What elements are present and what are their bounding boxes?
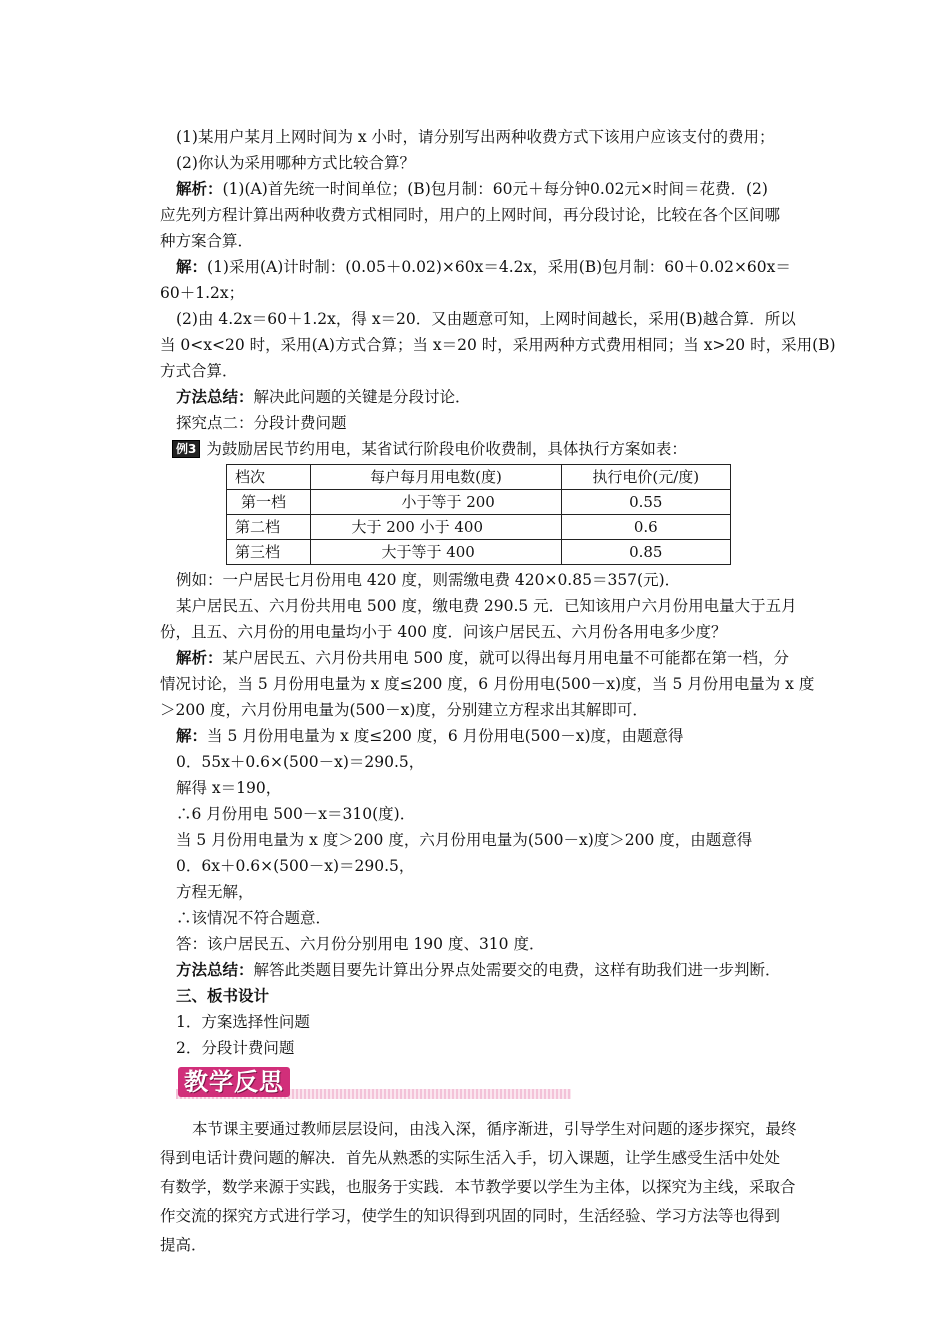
problem-line-1: 某户居民五、六月份共用电 500 度，缴电费 290.5 元．已知该用户六月份用电量大于五月 (176, 597, 797, 615)
solution-1-line-1: 解：(1)采用(A)计时制：(0.05＋0.02)×60x＝4.2x，采用(B)包月制：60＋0.02×60x＝ (176, 258, 791, 276)
method-summary-label: 方法总结： (176, 388, 254, 406)
analysis-label: 解析： (176, 180, 223, 198)
solution-1-line-3: (2)由 4.2x＝60＋1.2x，得 x＝20．又由题意可知，上网时间越长，采用(B)越合算．所以 (176, 310, 796, 328)
solution-1-line-5: 方式合算． (160, 362, 238, 380)
example-note: 例如：一户居民七月份用电 420 度，则需缴电费 420×0.85＝357(元)． (176, 571, 681, 589)
example-3-intro: 例3 为鼓励居民节约用电，某省试行阶段电价收费制，具体执行方案如表： (172, 436, 816, 462)
explore-point-2: 探究点二：分段计费问题 (176, 414, 347, 432)
method-summary-label: 方法总结： (176, 961, 254, 979)
table-cell: 大于等于 400 (311, 540, 561, 565)
analysis-label: 解析： (176, 649, 223, 667)
example-tag: 例3 (172, 440, 200, 458)
analysis-1-line-1: 解析：(1)(A)首先统一时间单位；(B)包月制：60元＋每分钟0.02元×时间＝花费．(2) (176, 180, 768, 198)
table-cell: 小于等于 200 (311, 490, 561, 515)
table-header: 执行电价(元/度) (561, 465, 730, 490)
solution-1-line-4: 当 0<x<20 时，采用(A)方式合算；当 x＝20 时，采用两种方式费用相同；当 x>20 时，采用(B) (160, 336, 836, 354)
table-header: 每户每月用电数(度) (311, 465, 561, 490)
document-body (160, 124, 836, 1260)
reflection-line-4: 作交流的探究方式进行学习，使学生的知识得到巩固的同时，生活经验、学习方法等也得到 (160, 1207, 781, 1225)
board-design-title: 三、板书设计 (176, 987, 270, 1005)
reflection-line-1: 本节课主要通过教师层层设问，由浅入深，循序渐进，引导学生对问题的逐步探究，最终 (192, 1120, 797, 1138)
method-summary-1: 方法总结：解决此问题的关键是分段讨论． (176, 388, 471, 406)
solution-2-line-9: 答：该户居民五、六月份分别用电 190 度、310 度． (176, 935, 545, 953)
question-1: (1)某用户某月上网时间为 x 小时，请分别写出两种收费方式下该用户应该支付的费用； (176, 128, 775, 146)
table-row (227, 490, 731, 515)
problem-line-2: 份，且五、六月份的用电量均小于 400 度．问该户居民五、六月份各用电多少度？ (160, 623, 727, 641)
solution-2-line-2: 0．55x＋0.6×(500－x)＝290.5， (176, 753, 425, 771)
analysis-2-line-2: 情况讨论，当 5 月份用电量为 x 度≤200 度，6 月份用电(500－x)度，当 5 月份用电量为 x 度 (160, 675, 815, 693)
solution-2-line-7: 方程无解， (176, 883, 254, 901)
analysis-1-line-3: 种方案合算． (160, 232, 254, 250)
analysis-2-line-1: 解析：某户居民五、六月份共用电 500 度，就可以得出每月用电量不可能都在第一档，分 (176, 649, 789, 667)
solution-2-line-6: 0．6x＋0.6×(500－x)＝290.5， (176, 857, 415, 875)
solution-2-line-8: ∴该情况不符合题意． (176, 909, 332, 927)
teaching-reflection-banner (176, 1067, 571, 1101)
method-summary-2: 方法总结：解答此类题目要先计算出分界点处需要交的电费，这样有助我们进一步判断． (176, 961, 781, 979)
table-header: 档次 (227, 465, 311, 490)
table-cell: 0.6 (561, 515, 730, 540)
analysis-2-line-3: ＞200 度，六月份用电量为(500－x)度，分别建立方程求出其解即可． (160, 701, 648, 719)
board-item-1: 1．方案选择性问题 (176, 1013, 310, 1031)
solution-2-line-5: 当 5 月份用电量为 x 度＞200 度，六月份用电量为(500－x)度＞200 度，由题意得 (176, 831, 753, 849)
solution-label: 解： (176, 258, 208, 276)
solution-2-line-3: 解得 x＝190， (176, 779, 282, 797)
analysis-1-line-2: 应先列方程计算出两种收费方式相同时，用户的上网时间，再分段讨论，比较在各个区间哪 (160, 206, 781, 224)
table-header-row (227, 465, 731, 490)
table-cell: 0.85 (561, 540, 730, 565)
table-row (227, 540, 731, 565)
table-cell: 0.55 (561, 490, 730, 515)
table-cell: 大于 200 小于 400 (311, 515, 561, 540)
tier-price-table (226, 464, 731, 565)
reflection-line-5: 提高． (160, 1236, 207, 1254)
reflection-line-2: 得到电话计费问题的解决．首先从熟悉的实际生活入手，切入课题，让学生感受生活中处处 (160, 1149, 781, 1167)
table-cell: 第一档 (227, 490, 311, 515)
question-2: (2)你认为采用哪种方式比较合算？ (176, 154, 415, 172)
banner-title: 教学反思 (178, 1067, 290, 1097)
table-cell: 第二档 (227, 515, 311, 540)
table-cell: 第三档 (227, 540, 311, 565)
solution-1-line-2: 60＋1.2x； (160, 284, 245, 302)
solution-2-line-4: ∴6 月份用电 500－x＝310(度)． (176, 805, 416, 823)
board-item-2: 2．分段计费问题 (176, 1039, 295, 1057)
solution-label: 解： (176, 727, 208, 745)
reflection-line-3: 有数学，数学来源于实践，也服务于实践．本节教学要以学生为主体，以探究为主线，采取合 (160, 1178, 796, 1196)
solution-2-line-1: 解：当 5 月份用电量为 x 度≤200 度，6 月份用电(500－x)度，由题意得 (176, 727, 684, 745)
table-row (227, 515, 731, 540)
